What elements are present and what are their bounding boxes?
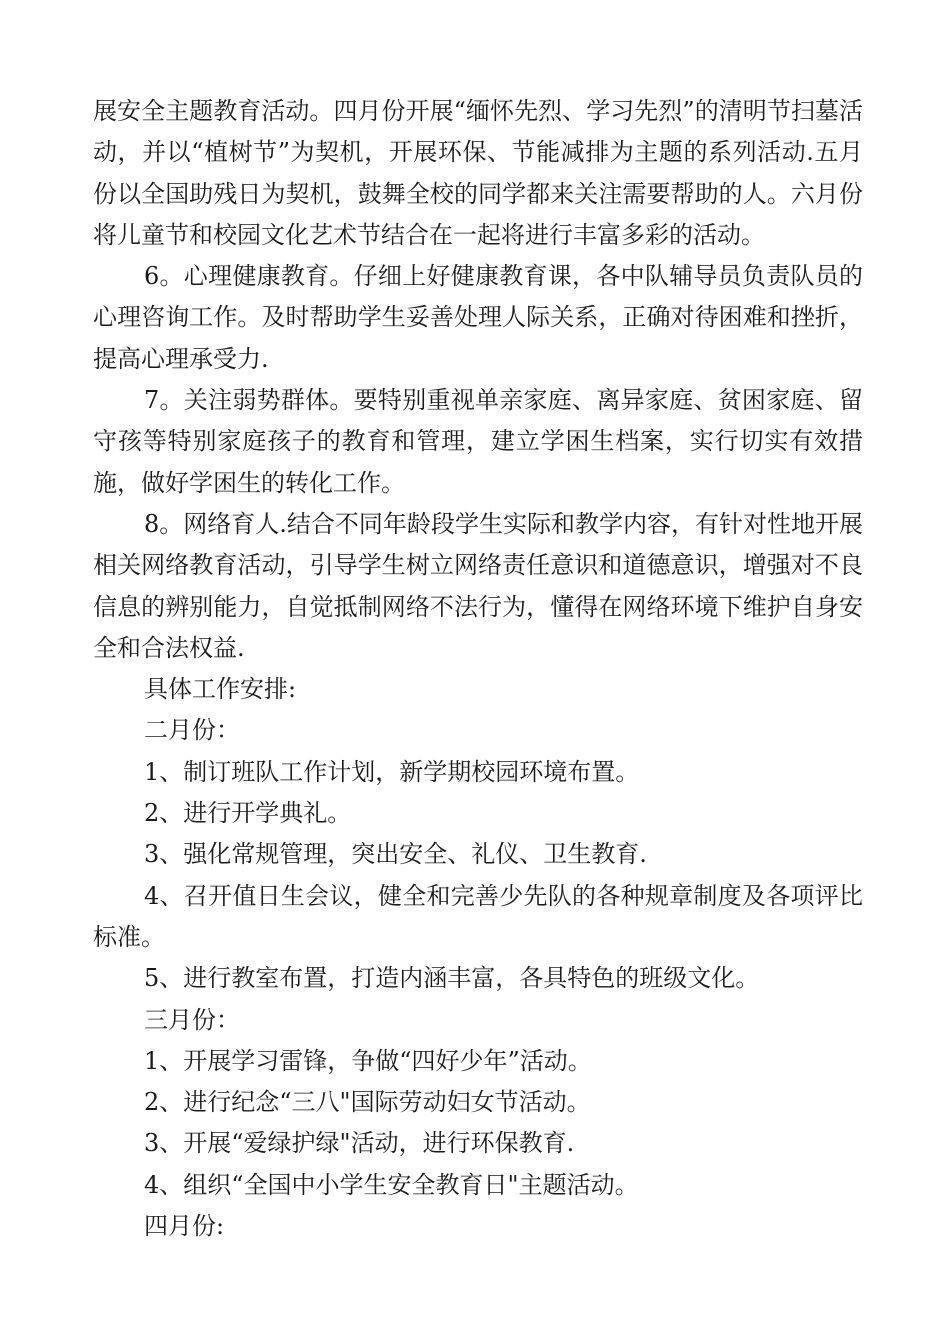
list-item: 1、制订班队工作计划，新学期校园环境布置。 xyxy=(144,757,640,786)
list-item: 2、进行开学典礼。 xyxy=(144,799,352,828)
paragraph-mental-health: 6。心理健康教育。仔细上好健康教育课，各中队辅导员负责队员的心理咨询工作。及时帮助学生妥善处理人际关系，正确对待困难和挫折，提高心理承受力. xyxy=(93,262,863,373)
list-item: 4、召开值日生会议，健全和完善少先队的各种规章制度及各项评比标准。 xyxy=(93,881,863,951)
list-item: 5、进行教室布置，打造内涵丰富，各具特色的班级文化。 xyxy=(144,964,760,993)
document-body xyxy=(93,91,863,1247)
heading-march: 三月份： xyxy=(144,1005,240,1034)
heading-february: 二月份： xyxy=(144,716,240,745)
heading-work-arrangement: 具体工作安排: xyxy=(144,675,297,704)
paragraph-vulnerable-groups: 7。关注弱势群体。要特别重视单亲家庭、离异家庭、贫困家庭、留守孩等特别家庭孩子的教育和管理，建立学困生档案，实行切实有效措施，做好学困生的转化工作。 xyxy=(93,386,863,497)
heading-april: 四月份: xyxy=(144,1212,225,1241)
list-item: 3、强化常规管理，突出安全、礼仪、卫生教育. xyxy=(144,840,647,869)
paragraph-theme-activities: 展安全主题教育活动。四月份开展“缅怀先烈、学习先烈”的清明节扫墓活动，并以“植树节”为契机，开展环保、节能减排为主题的系列活动.五月份以全国助残日为契机，鼓舞全校的同学都来关注需要帮助的人。六月份将儿童节和校园文化艺术节结合在一起将进行丰富多彩的活动。 xyxy=(93,97,863,249)
list-item: 1、开展学习雷锋，争做“四好少年”活动。 xyxy=(144,1046,592,1075)
paragraph-network-education: 8。网络育人.结合不同年龄段学生实际和教学内容，有针对性地开展相关网络教育活动，引导学生树立网络责任意识和道德意识，增强对不良信息的辨别能力，自觉抵制网络不法行为，懂得在网络环境下维护自身安全和合法权益. xyxy=(93,509,863,662)
list-item: 4、组织“全国中小学生安全教育日"主题活动。 xyxy=(144,1170,639,1199)
list-item: 2、进行纪念“三八"国际劳动妇女节活动。 xyxy=(144,1088,591,1117)
list-item: 3、开展“爱绿护绿"活动，进行环保教育. xyxy=(144,1129,575,1158)
